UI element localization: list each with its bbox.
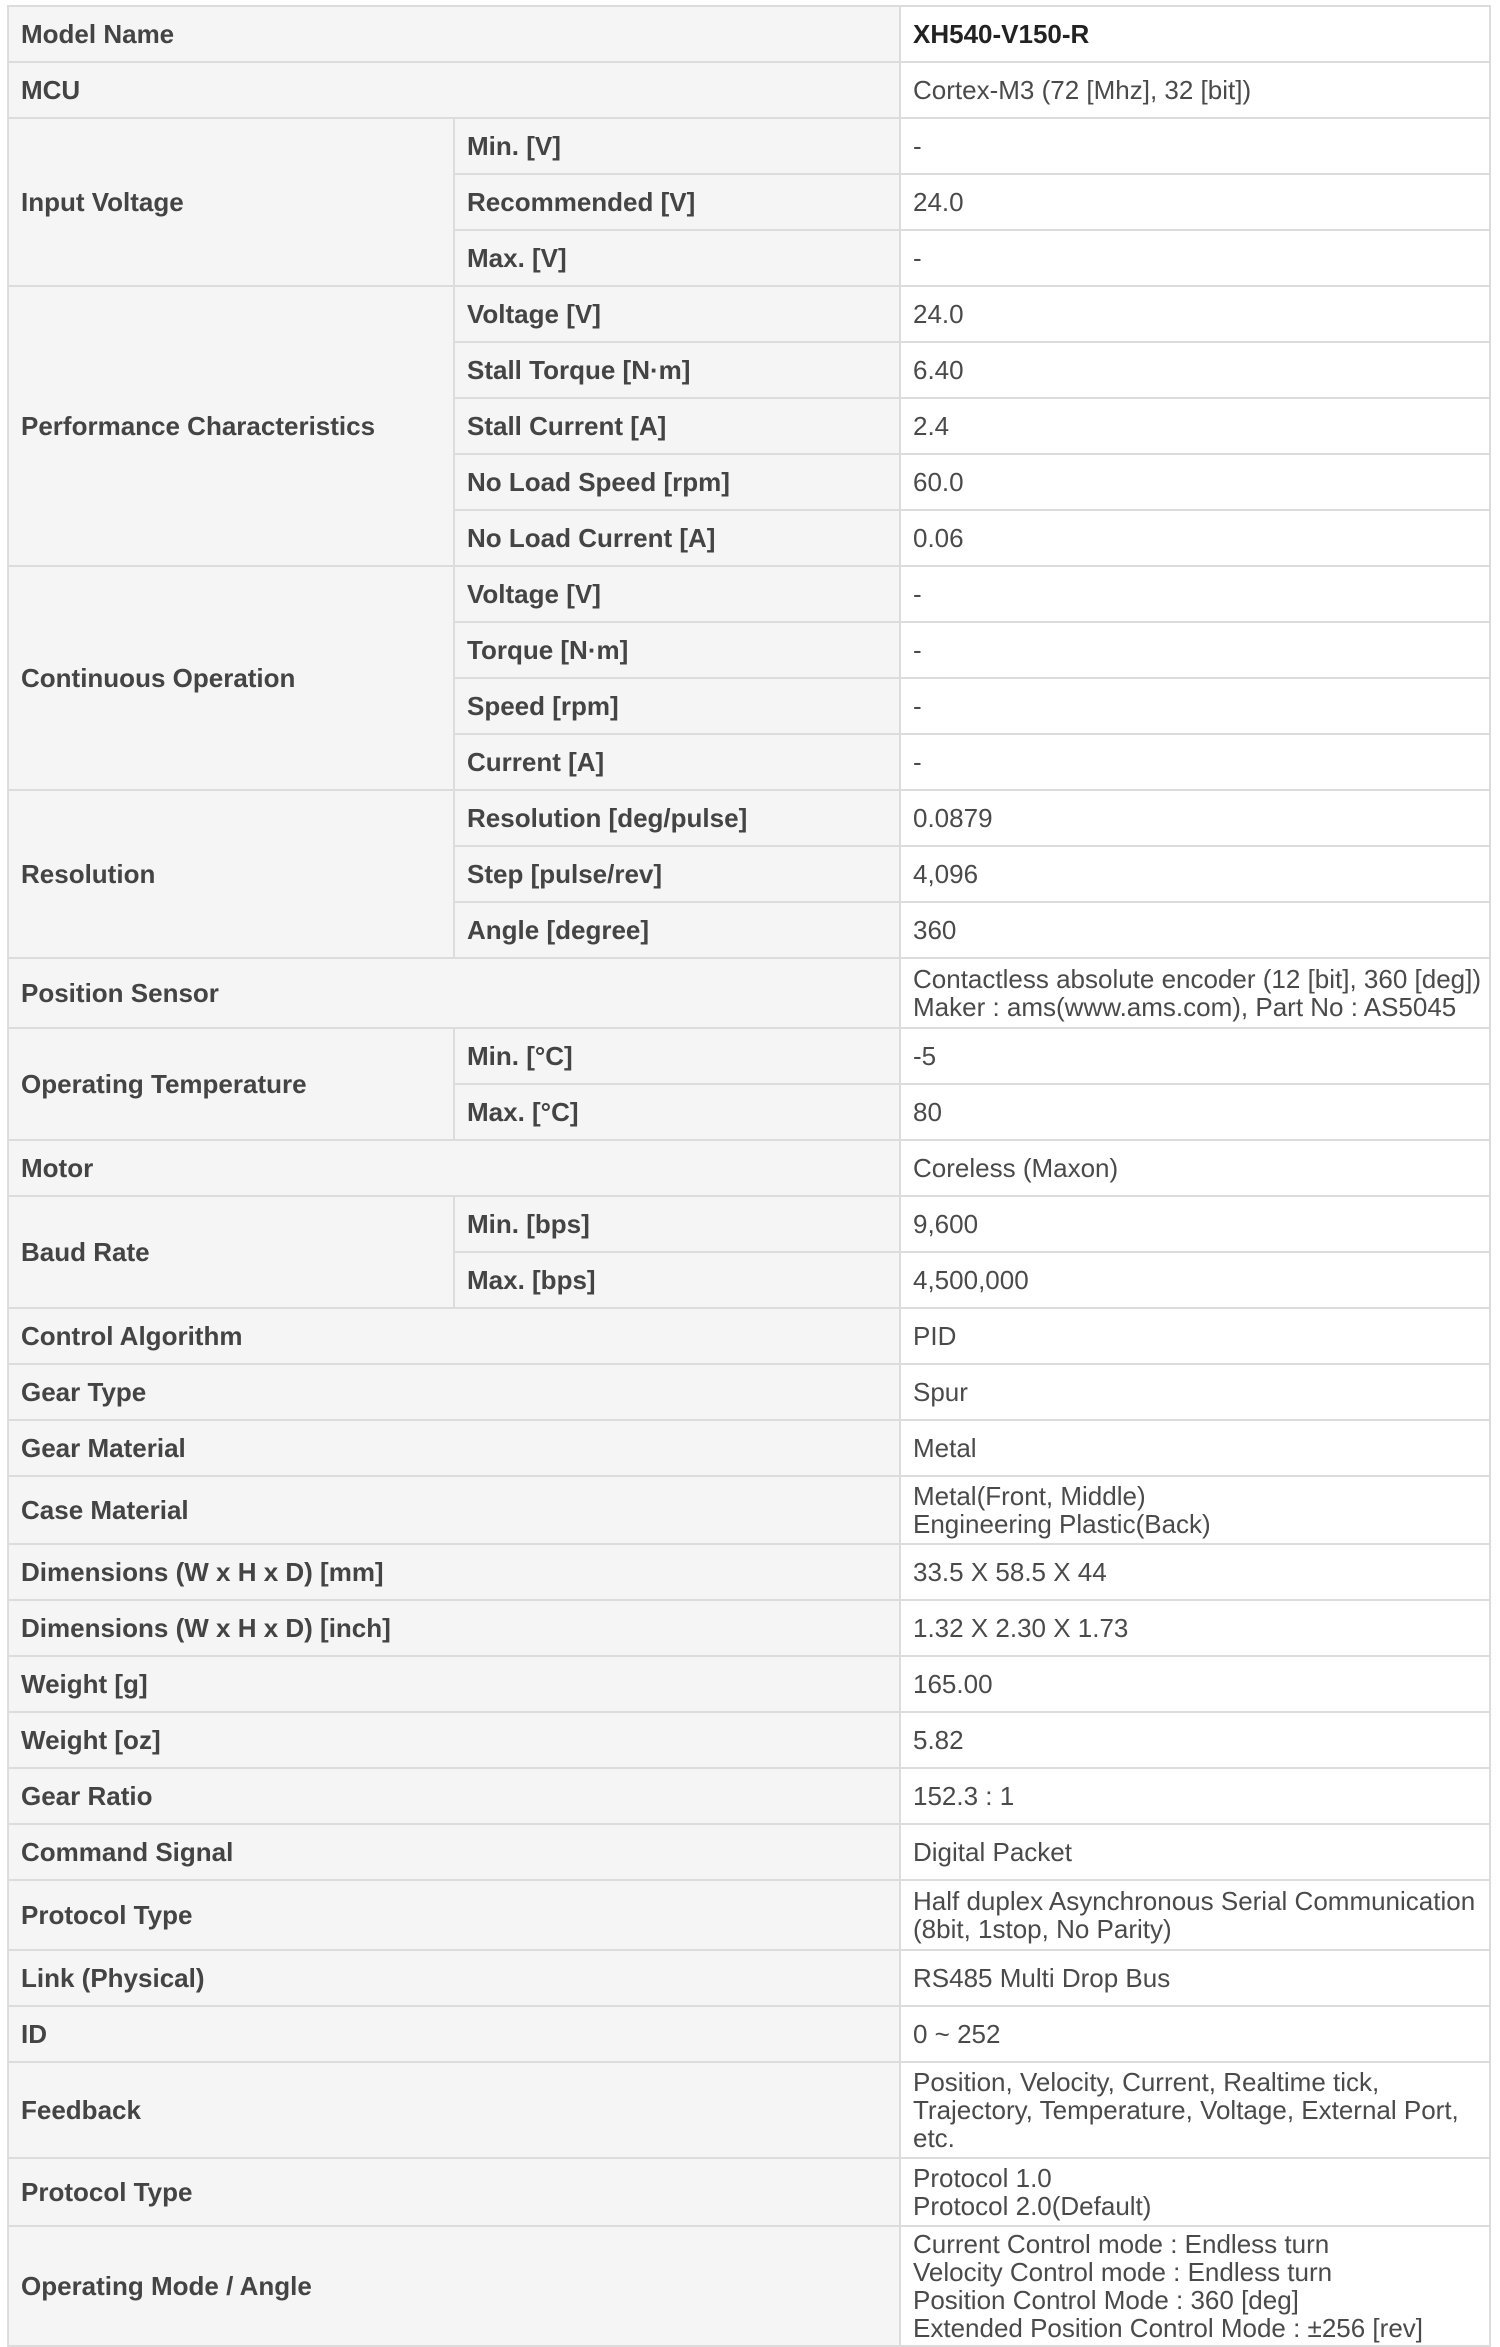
- spec-value: [900, 230, 1490, 286]
- spec-value: [900, 2158, 1490, 2226]
- spec-value: [900, 622, 1490, 678]
- spec-value: [900, 1824, 1490, 1880]
- spec-value: [900, 286, 1490, 342]
- spec-value: [900, 1364, 1490, 1420]
- spec-value-line: -: [913, 243, 922, 273]
- spec-value-line: XH540-V150-R: [913, 19, 1090, 49]
- spec-label-operating-mode-angle: Operating Mode / Angle: [8, 2226, 900, 2346]
- spec-value: [900, 62, 1490, 118]
- spec-sublabel-min-bps: Min. [bps]: [454, 1196, 900, 1252]
- spec-value-line: etc.: [913, 2123, 955, 2153]
- spec-value-line: -: [913, 747, 922, 777]
- table-row: [8, 1476, 1490, 1544]
- spec-value: [900, 958, 1490, 1028]
- table-row: [8, 2226, 1490, 2346]
- spec-sublabel-current-a: Current [A]: [454, 734, 900, 790]
- spec-value-line: Current Control mode : Endless turn: [913, 2229, 1330, 2259]
- table-row: [8, 1712, 1490, 1768]
- spec-value-line: 2.4: [913, 411, 950, 441]
- spec-sublabel-voltage-v: Voltage [V]: [454, 286, 900, 342]
- spec-value: [900, 1656, 1490, 1712]
- spec-label-protocol-type: Protocol Type: [8, 1880, 900, 1950]
- spec-value: [900, 1544, 1490, 1600]
- spec-value-line: 4,096: [913, 859, 979, 889]
- spec-value-line: Cortex-M3 (72 [Mhz], 32 [bit]): [913, 75, 1252, 105]
- spec-label-resolution: Resolution: [8, 790, 454, 958]
- spec-value-line: 24.0: [913, 187, 964, 217]
- spec-value-line: Metal: [913, 1433, 977, 1463]
- spec-value: [900, 1420, 1490, 1476]
- spec-value: [900, 678, 1490, 734]
- spec-value: [900, 1950, 1490, 2006]
- spec-value-line: Position Control Mode : 360 [deg]: [913, 2285, 1299, 2315]
- table-row: [8, 1308, 1490, 1364]
- spec-value: [900, 2226, 1490, 2346]
- table-row: [8, 790, 1490, 846]
- spec-label-position-sensor: Position Sensor: [8, 958, 900, 1028]
- spec-sublabel-max-bps: Max. [bps]: [454, 1252, 900, 1308]
- spec-table: [7, 5, 1491, 2347]
- spec-value-line: Protocol 1.0: [913, 2163, 1052, 2193]
- table-row: [8, 6, 1490, 62]
- table-row: [8, 1600, 1490, 1656]
- table-row: [8, 1880, 1490, 1950]
- spec-label-weight-oz: Weight [oz]: [8, 1712, 900, 1768]
- table-row: [8, 1544, 1490, 1600]
- spec-value: [900, 1140, 1490, 1196]
- spec-value-line: -5: [913, 1041, 937, 1071]
- spec-value-line: 6.40: [913, 355, 964, 385]
- table-row: [8, 1364, 1490, 1420]
- spec-value: [900, 1712, 1490, 1768]
- spec-value-line: Extended Position Control Mode : ±256 [rev]: [913, 2313, 1423, 2343]
- spec-label-gear-ratio: Gear Ratio: [8, 1768, 900, 1824]
- table-row: [8, 1028, 1490, 1084]
- spec-value: [900, 1196, 1490, 1252]
- spec-label-protocol-type: Protocol Type: [8, 2158, 900, 2226]
- spec-label-motor: Motor: [8, 1140, 900, 1196]
- spec-sublabel-recommended-v: Recommended [V]: [454, 174, 900, 230]
- spec-value-line: Position, Velocity, Current, Realtime tick,: [913, 2067, 1380, 2097]
- spec-value: [900, 1880, 1490, 1950]
- table-row: [8, 1824, 1490, 1880]
- spec-value: [900, 510, 1490, 566]
- spec-label-continuous-operation: Continuous Operation: [8, 566, 454, 790]
- spec-sublabel-max-c: Max. [°C]: [454, 1084, 900, 1140]
- spec-label-gear-type: Gear Type: [8, 1364, 900, 1420]
- spec-label-link-physical: Link (Physical): [8, 1950, 900, 2006]
- spec-label-gear-material: Gear Material: [8, 1420, 900, 1476]
- spec-label-id: ID: [8, 2006, 900, 2062]
- spec-value: [900, 174, 1490, 230]
- spec-sublabel-torque-n-m: Torque [N·m]: [454, 622, 900, 678]
- spec-value: [900, 902, 1490, 958]
- spec-value-line: -: [913, 579, 922, 609]
- spec-value: [900, 1084, 1490, 1140]
- spec-value: [900, 846, 1490, 902]
- table-row: [8, 2006, 1490, 2062]
- spec-value: [900, 1252, 1490, 1308]
- table-row: [8, 566, 1490, 622]
- spec-value-line: 0 ~ 252: [913, 2019, 1001, 2049]
- spec-sublabel-stall-torque-n-m: Stall Torque [N·m]: [454, 342, 900, 398]
- spec-sublabel-resolution-deg-pulse: Resolution [deg/pulse]: [454, 790, 900, 846]
- spec-value-line: Maker : ams(www.ams.com), Part No : AS5045: [913, 992, 1457, 1022]
- spec-value-line: -: [913, 635, 922, 665]
- spec-sublabel-no-load-speed-rpm: No Load Speed [rpm]: [454, 454, 900, 510]
- spec-label-dimensions-w-x-h-x-d-mm: Dimensions (W x H x D) [mm]: [8, 1544, 900, 1600]
- spec-label-weight-g: Weight [g]: [8, 1656, 900, 1712]
- spec-value: [900, 1308, 1490, 1364]
- table-row: [8, 1950, 1490, 2006]
- spec-table-body: [8, 6, 1490, 2346]
- spec-sublabel-step-pulse-rev: Step [pulse/rev]: [454, 846, 900, 902]
- spec-value-line: Digital Packet: [913, 1837, 1072, 1867]
- table-row: [8, 2158, 1490, 2226]
- table-row: [8, 286, 1490, 342]
- spec-value: [900, 398, 1490, 454]
- spec-value-line: Contactless absolute encoder (12 [bit], 360 [deg]): [913, 964, 1482, 994]
- spec-value-line: RS485 Multi Drop Bus: [913, 1963, 1171, 1993]
- spec-value-line: Half duplex Asynchronous Serial Communication: [913, 1886, 1476, 1916]
- spec-value-line: 165.00: [913, 1669, 993, 1699]
- spec-value-line: 60.0: [913, 467, 964, 497]
- spec-sublabel-max-v: Max. [V]: [454, 230, 900, 286]
- spec-label-case-material: Case Material: [8, 1476, 900, 1544]
- spec-label-mcu: MCU: [8, 62, 900, 118]
- table-row: [8, 1420, 1490, 1476]
- spec-value-line: 5.82: [913, 1725, 964, 1755]
- table-row: [8, 1656, 1490, 1712]
- spec-value-line: Spur: [913, 1377, 968, 1407]
- spec-value-line: 4,500,000: [913, 1265, 1029, 1295]
- spec-value-line: 0.0879: [913, 803, 993, 833]
- spec-sublabel-min-c: Min. [°C]: [454, 1028, 900, 1084]
- spec-value: [900, 454, 1490, 510]
- spec-value-line: 24.0: [913, 299, 964, 329]
- spec-sublabel-stall-current-a: Stall Current [A]: [454, 398, 900, 454]
- spec-sublabel-voltage-v: Voltage [V]: [454, 566, 900, 622]
- spec-value: [900, 1600, 1490, 1656]
- spec-value: [900, 566, 1490, 622]
- spec-label-baud-rate: Baud Rate: [8, 1196, 454, 1308]
- spec-value: [900, 790, 1490, 846]
- spec-value-line: Engineering Plastic(Back): [913, 1509, 1211, 1539]
- table-row: [8, 1196, 1490, 1252]
- table-row: [8, 1140, 1490, 1196]
- spec-value-line: Coreless (Maxon): [913, 1153, 1119, 1183]
- spec-label-command-signal: Command Signal: [8, 1824, 900, 1880]
- table-row: [8, 2062, 1490, 2158]
- spec-value-line: -: [913, 131, 922, 161]
- spec-value: [900, 1768, 1490, 1824]
- spec-sublabel-speed-rpm: Speed [rpm]: [454, 678, 900, 734]
- spec-value-line: 9,600: [913, 1209, 979, 1239]
- spec-value-line: 33.5 X 58.5 X 44: [913, 1557, 1107, 1587]
- spec-value-line: Metal(Front, Middle): [913, 1481, 1146, 1511]
- spec-value-line: PID: [913, 1321, 957, 1351]
- spec-label-operating-temperature: Operating Temperature: [8, 1028, 454, 1140]
- table-row: [8, 118, 1490, 174]
- spec-value-line: Velocity Control mode : Endless turn: [913, 2257, 1333, 2287]
- spec-value-line: 80: [913, 1097, 942, 1127]
- spec-sublabel-no-load-current-a: No Load Current [A]: [454, 510, 900, 566]
- spec-value: [900, 2006, 1490, 2062]
- model-name-value: [900, 6, 1490, 62]
- spec-label-dimensions-w-x-h-x-d-inch: Dimensions (W x H x D) [inch]: [8, 1600, 900, 1656]
- spec-value: [900, 734, 1490, 790]
- spec-value-line: Protocol 2.0(Default): [913, 2191, 1152, 2221]
- spec-value-line: 1.32 X 2.30 X 1.73: [913, 1613, 1129, 1643]
- spec-value: [900, 2062, 1490, 2158]
- spec-value: [900, 118, 1490, 174]
- spec-sublabel-min-v: Min. [V]: [454, 118, 900, 174]
- spec-label-input-voltage: Input Voltage: [8, 118, 454, 286]
- spec-value: [900, 1028, 1490, 1084]
- spec-value-line: 0.06: [913, 523, 964, 553]
- spec-label-model-name: Model Name: [8, 6, 900, 62]
- spec-value: [900, 1476, 1490, 1544]
- spec-label-control-algorithm: Control Algorithm: [8, 1308, 900, 1364]
- table-row: [8, 1768, 1490, 1824]
- spec-value-line: 152.3 : 1: [913, 1781, 1015, 1811]
- table-row: [8, 958, 1490, 1028]
- spec-sublabel-angle-degree: Angle [degree]: [454, 902, 900, 958]
- spec-label-feedback: Feedback: [8, 2062, 900, 2158]
- spec-value-line: -: [913, 691, 922, 721]
- spec-value-line: (8bit, 1stop, No Parity): [913, 1914, 1172, 1944]
- table-row: [8, 62, 1490, 118]
- spec-label-performance-characteristics: Performance Characteristics: [8, 286, 454, 566]
- spec-value-line: Trajectory, Temperature, Voltage, External Port,: [913, 2095, 1459, 2125]
- spec-value-line: 360: [913, 915, 957, 945]
- spec-value: [900, 342, 1490, 398]
